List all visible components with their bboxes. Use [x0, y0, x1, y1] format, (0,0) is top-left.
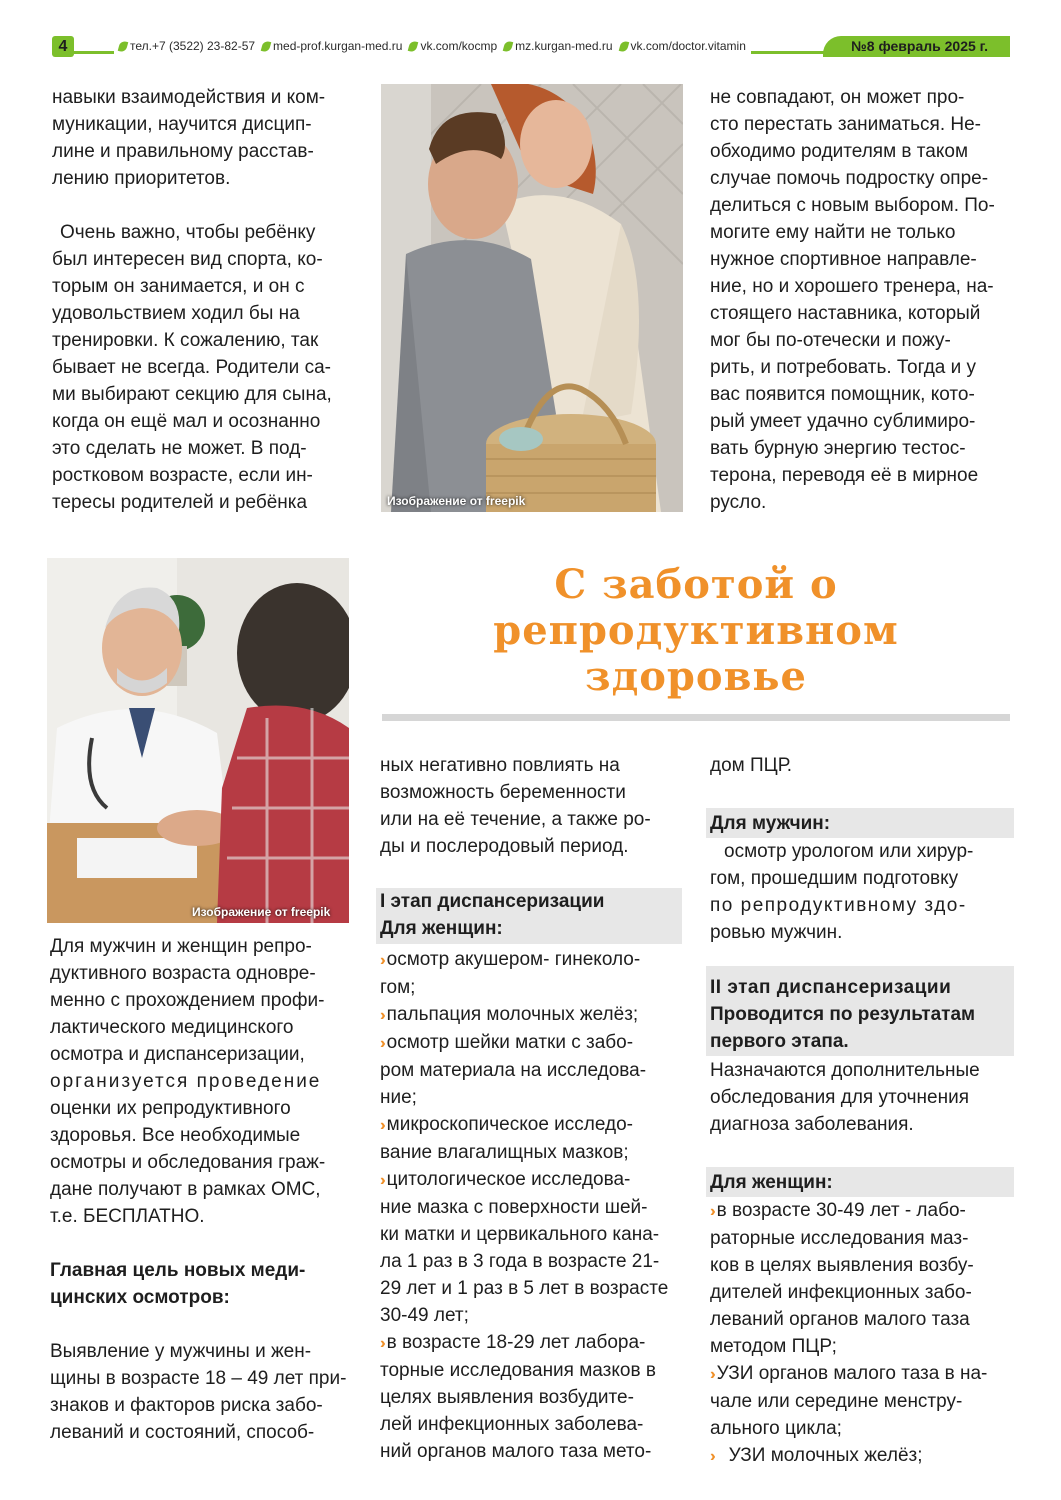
text-line: нужное спортивное направле-	[710, 249, 977, 270]
text-line: Выявление у мужчины и жен-	[50, 1341, 312, 1362]
text-line: дане получают в рамках ОМС,	[50, 1179, 321, 1200]
photo-doctor	[47, 558, 349, 923]
women-title: Для женщин:	[710, 1172, 833, 1193]
contact-phone: тел.+7 (3522) 23-82-57	[119, 39, 255, 53]
text-line: ми выбирают секцию для сына,	[52, 384, 332, 405]
photo-illustration	[381, 84, 683, 512]
list-item: ›› осмотр акушером- гинеколо- гом;	[380, 949, 641, 998]
leaf-icon	[118, 40, 129, 53]
leaf-icon	[503, 40, 514, 53]
stage1-heading-box	[376, 888, 682, 944]
text-line: дом ПЦР.	[710, 755, 793, 776]
contact-vk-doctor[interactable]: vk.com/doctor.vitamin	[620, 39, 746, 53]
goal-title-line: Главная цель новых меди-	[50, 1260, 306, 1281]
issue-label: №8 февраль 2025 г.	[823, 36, 1010, 57]
text-line: ние, но и хорошего тренера, на-	[710, 276, 994, 297]
double-arrow-icon: ››	[380, 1035, 381, 1052]
text-line: ростковом возрасте, если ин-	[52, 465, 313, 486]
list-item: ›› в возрасте 18-29 лет лабора- торные исследования мазков в целях выявления возбудите- лей инфекционных заболева- ний органов малого таза мето-	[380, 1332, 656, 1462]
text-line: могите ему найти не только	[710, 222, 956, 243]
text-line: ды и послеродовый период.	[380, 836, 629, 857]
text-line: тересы родителей и ребёнка	[52, 492, 308, 513]
col3-list	[710, 1197, 1010, 1470]
text-line: по репродуктивному здо-	[710, 895, 967, 916]
text-line: бывает не всегда. Родители са-	[52, 357, 331, 378]
text-line: ровью мужчин.	[710, 922, 843, 943]
women-heading-box	[706, 1167, 1014, 1197]
headline-line: здоровье	[585, 653, 807, 700]
text-line: вать бурную энергию тестос-	[710, 438, 966, 459]
col3-men-text	[710, 838, 1010, 946]
stage1-subtitle: Для женщин:	[380, 918, 503, 939]
text-line: леваний и состояний, способ-	[50, 1422, 315, 1443]
text-line: осмотра и диспансеризации,	[50, 1044, 305, 1065]
text-line: навыки взаимодействия и ком-	[52, 87, 326, 108]
col3-stage2-text	[710, 1057, 1010, 1138]
page-header	[52, 36, 1010, 58]
text-line: возможность беременности	[380, 782, 626, 803]
text-line: организуется проведение	[50, 1071, 322, 1092]
text-line: это сделать не может. В под-	[52, 438, 307, 459]
col2-cont-text	[380, 752, 682, 860]
men-title: Для мужчин:	[710, 813, 831, 834]
text-line: знаков и факторов риска забо-	[50, 1395, 323, 1416]
text-line: обследования для уточнения	[710, 1087, 969, 1108]
text-line: был интересен вид спорта, ко-	[52, 249, 323, 270]
col2-list	[380, 946, 682, 1465]
text-line: лине и правильному расстав-	[52, 141, 314, 162]
text-line: терона, переводя её в мирное	[710, 465, 979, 486]
headline-line: репродуктивном	[493, 607, 899, 654]
list-item: ›› пальпация молочных желёз;	[380, 1004, 639, 1025]
stage2-line: первого этапа.	[710, 1031, 849, 1052]
double-arrow-icon: ››	[380, 1117, 381, 1134]
text-line: здоровья. Все необходимые	[50, 1125, 301, 1146]
double-arrow-icon: ››	[710, 1448, 711, 1465]
contact-site[interactable]: med-prof.kurgan-med.ru	[262, 39, 402, 53]
text-line: осмотры и обследования граж-	[50, 1152, 326, 1173]
text-line: муникации, научится дисцип-	[52, 114, 312, 135]
double-arrow-icon: ››	[710, 1203, 711, 1220]
page-number: 4	[52, 36, 74, 57]
text-line: т.е. БЕСПЛАТНО.	[50, 1206, 205, 1227]
text-line: оценки их репродуктивного	[50, 1098, 291, 1119]
text-line: дуктивного возраста одновре-	[50, 963, 316, 984]
headline-rule	[382, 714, 1010, 721]
text-line: торым он занимается, и он с	[52, 276, 305, 297]
text-line: лению приоритетов.	[52, 168, 231, 189]
contact-vk-kocmp[interactable]: vk.com/kocmp	[409, 39, 497, 53]
text-line: Назначаются дополнительные	[710, 1060, 980, 1081]
double-arrow-icon: ››	[380, 1172, 381, 1189]
photo-illustration	[47, 558, 349, 923]
text-line: Очень важно, чтобы ребёнку	[60, 222, 316, 243]
text-line: вас появится помощник, кото-	[710, 384, 975, 405]
text-line: рить, и потребовать. Тогда и у	[710, 357, 977, 378]
double-arrow-icon: ››	[380, 1007, 381, 1024]
photo-credit: Изображение от freepik	[192, 905, 331, 919]
text-line: сто перестать заниматься. Не-	[710, 114, 982, 135]
text-line: мог бы по-отечески и пожу-	[710, 330, 951, 351]
text-line: осмотр урологом или хирур-	[724, 841, 974, 862]
top-col1-text	[52, 84, 350, 516]
text-line: рый умеет удачно сублимиро-	[710, 411, 976, 432]
leaf-icon	[261, 40, 272, 53]
list-item: ›› цитологическое исследова- ние мазка с поверхности шей- ки матки и цервикального кана- ла 1 раз в 3 года в возрасте 21- 29 лет и 1 раз в 5 лет в возрасте 30-49 лет;	[380, 1169, 669, 1326]
text-line: ных негативно повлиять на	[380, 755, 620, 776]
text-line: щины в возрасте 18 – 49 лет при-	[50, 1368, 347, 1389]
text-line: стоящего наставника, который	[710, 303, 981, 324]
goal-title-line: цинских осмотров:	[50, 1287, 230, 1308]
text-line: обходимо родителям в таком	[710, 141, 969, 162]
stage2-heading-box	[706, 966, 1014, 1056]
list-item: ›› осмотр шейки матки с забо- ром материала на исследова- ние;	[380, 1032, 647, 1108]
leaf-icon	[408, 40, 419, 53]
men-heading-box	[706, 808, 1014, 838]
col1-text	[50, 933, 350, 1446]
text-line: гом, прошедшим подготовку	[710, 868, 959, 889]
text-line: удовольствием ходил бы на	[52, 303, 300, 324]
article-headline	[382, 562, 1010, 700]
headline-line: С заботой о	[554, 561, 838, 608]
header-contacts	[114, 36, 751, 56]
text-line: Для мужчин и женщин репро-	[50, 936, 312, 957]
double-arrow-icon: ››	[380, 952, 381, 969]
text-line: не совпадают, он может про-	[710, 87, 965, 108]
leaf-icon	[618, 40, 629, 53]
list-item: ›› УЗИ органов малого таза в на- чале или середине менстру- ального цикла;	[710, 1363, 988, 1439]
text-line: делиться с новым выбором. По-	[710, 195, 995, 216]
double-arrow-icon: ››	[710, 1366, 711, 1383]
text-line: менно с прохождением профи-	[50, 990, 325, 1011]
double-arrow-icon: ››	[380, 1335, 381, 1352]
text-line: когда он ещё мал и осознанно	[52, 411, 321, 432]
list-item: ›› в возрасте 30-49 лет - лабо- раторные исследования маз- ков в целях выявления возбу- дителей инфекционных забо- леваний органов малого таза методом ПЦР;	[710, 1200, 974, 1357]
text-line: диагноза заболевания.	[710, 1114, 914, 1135]
text-line: или на её течение, а также ро-	[380, 809, 651, 830]
list-item: ›› микроскопическое исследо- вание влагалищных мазков;	[380, 1114, 634, 1163]
contact-mz-site[interactable]: mz.kurgan-med.ru	[504, 39, 612, 53]
col3-cont-text	[710, 752, 1010, 779]
stage2-line: II этап диспансеризации	[710, 977, 952, 998]
text-line: русло.	[710, 492, 767, 513]
stage1-title: I этап диспансеризации	[380, 891, 605, 912]
text-line: лактического медицинского	[50, 1017, 294, 1038]
text-line: случае помочь подростку опре-	[710, 168, 989, 189]
list-item: ›› УЗИ молочных желёз;	[710, 1445, 923, 1466]
stage2-line: Проводится по результатам	[710, 1004, 976, 1025]
top-col3-text	[710, 84, 1010, 516]
photo-mother-son	[381, 84, 683, 512]
photo-credit: Изображение от freepik	[387, 494, 526, 508]
text-line: тренировки. К сожалению, так	[52, 330, 319, 351]
